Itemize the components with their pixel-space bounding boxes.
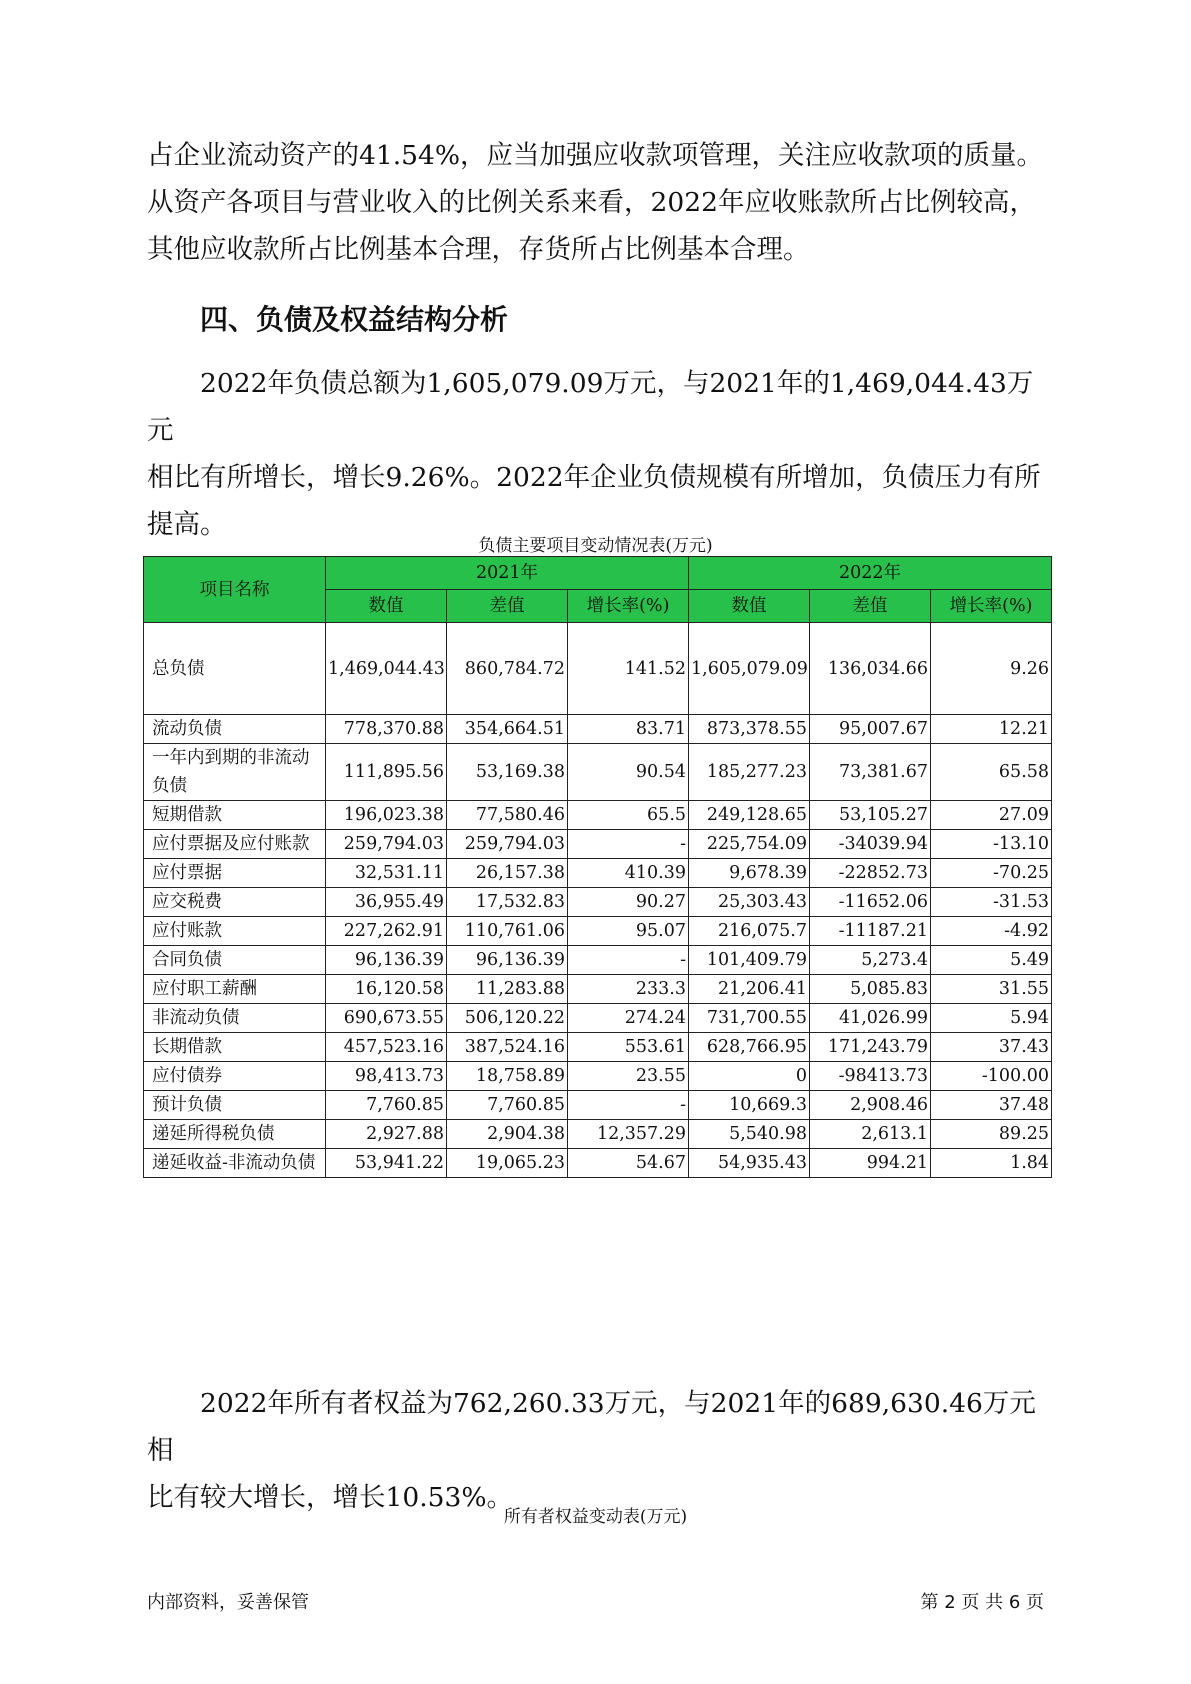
equity-line: 比有较大增长，增长10.53%。 [147,1482,514,1513]
table-cell: 5,540.98 [689,1120,810,1149]
table-cell: 16,120.58 [326,975,447,1004]
section-heading: 四、负债及权益结构分析 [200,303,509,336]
table-cell: -4.92 [931,917,1052,946]
table-cell: 0 [689,1062,810,1091]
table-cell: 111,895.56 [326,744,447,801]
table-cell: 731,700.55 [689,1004,810,1033]
table-cell: 1,605,079.09 [689,623,810,715]
table-cell: -22852.73 [810,859,931,888]
liability-paragraph [147,360,1047,548]
table-cell: 690,673.55 [326,1004,447,1033]
table-cell: 25,303.43 [689,888,810,917]
row-label: 应付账款 [144,917,326,946]
liability-table [143,556,1052,1178]
header-col: 数值 [689,590,810,623]
table-cell: 5,273.4 [810,946,931,975]
table-cell: 141.52 [568,623,689,715]
header-year-2022: 2022年 [689,557,1052,590]
table-cell: 2,908.46 [810,1091,931,1120]
table-cell: 32,531.11 [326,859,447,888]
table-cell: 216,075.7 [689,917,810,946]
table-cell: -100.00 [931,1062,1052,1091]
table-row [144,1091,1052,1120]
liability-line: 相比有所增长，增长9.26%。2022年企业负债规模有所增加，负债压力有所 [147,462,1041,493]
table-row [144,623,1052,715]
header-col: 增长率(%) [931,590,1052,623]
table-row [144,830,1052,859]
table-cell: 37.43 [931,1033,1052,1062]
table-cell: 7,760.85 [447,1091,568,1120]
row-label: 长期借款 [144,1033,326,1062]
table-cell: 1.84 [931,1149,1052,1178]
table-cell: 21,206.41 [689,975,810,1004]
table-cell: 53,169.38 [447,744,568,801]
table-cell: 11,283.88 [447,975,568,1004]
table-cell: 259,794.03 [326,830,447,859]
table-row [144,1004,1052,1033]
liability-line: 提高。 [147,509,227,540]
table-cell: - [568,1091,689,1120]
table-cell: 95,007.67 [810,715,931,744]
table-cell: 410.39 [568,859,689,888]
table-cell: 225,754.09 [689,830,810,859]
table-cell: 54,935.43 [689,1149,810,1178]
page-number: 第 2 页 共 6 页 [920,1592,1044,1613]
row-label: 应付债券 [144,1062,326,1091]
table-cell: 136,034.66 [810,623,931,715]
table-cell: 249,128.65 [689,801,810,830]
row-label: 递延所得税负债 [144,1120,326,1149]
table-cell: 994.21 [810,1149,931,1178]
table-cell: 90.54 [568,744,689,801]
header-col: 差值 [447,590,568,623]
liability-table-caption: 负债主要项目变动情况表(万元) [478,536,713,556]
table-cell: 18,758.89 [447,1062,568,1091]
table-cell: 873,378.55 [689,715,810,744]
intro-line: 其他应收款所占比例基本合理，存货所占比例基本合理。 [147,234,810,265]
table-cell: 12.21 [931,715,1052,744]
table-cell: 26,157.38 [447,859,568,888]
table-cell: 19,065.23 [447,1149,568,1178]
header-col: 差值 [810,590,931,623]
table-cell: 185,277.23 [689,744,810,801]
table-cell: 7,760.85 [326,1091,447,1120]
table-cell: 5,085.83 [810,975,931,1004]
table-cell: 628,766.95 [689,1033,810,1062]
footer-note: 内部资料，妥善保管 [147,1592,309,1613]
table-row [144,1062,1052,1091]
table-row [144,801,1052,830]
table-row [144,1033,1052,1062]
liability-table-body [144,623,1052,1178]
table-cell: 96,136.39 [447,946,568,975]
table-cell: 171,243.79 [810,1033,931,1062]
table-row [144,744,1052,801]
table-cell: 553.61 [568,1033,689,1062]
table-cell: 5.49 [931,946,1052,975]
table-cell: 101,409.79 [689,946,810,975]
header-year-2021: 2021年 [326,557,689,590]
row-label: 总负债 [144,623,326,715]
table-cell: 10,669.3 [689,1091,810,1120]
table-cell: 31.55 [931,975,1052,1004]
table-cell: 457,523.16 [326,1033,447,1062]
row-label: 应付票据 [144,859,326,888]
table-cell: 37.48 [931,1091,1052,1120]
table-cell: 98,413.73 [326,1062,447,1091]
table-cell: -34039.94 [810,830,931,859]
equity-line: 2022年所有者权益为762,260.33万元，与2021年的689,630.46万元相 [147,1388,1036,1466]
table-row [144,715,1052,744]
table-cell: 41,026.99 [810,1004,931,1033]
table-cell: - [568,946,689,975]
table-cell: 2,613.1 [810,1120,931,1149]
table-cell: 274.24 [568,1004,689,1033]
row-label: 应付职工薪酬 [144,975,326,1004]
table-cell: 12,357.29 [568,1120,689,1149]
table-cell: 387,524.16 [447,1033,568,1062]
intro-line: 占企业流动资产的41.54%，应当加强应收款项管理，关注应收款项的质量。 [147,140,1044,171]
row-label: 一年内到期的非流动负债 [144,744,326,801]
row-label: 短期借款 [144,801,326,830]
table-cell: 27.09 [931,801,1052,830]
table-cell: 54.67 [568,1149,689,1178]
table-cell: 778,370.88 [326,715,447,744]
table-row [144,859,1052,888]
table-row [144,917,1052,946]
table-cell: 196,023.38 [326,801,447,830]
table-cell: - [568,830,689,859]
row-label: 应付票据及应付账款 [144,830,326,859]
table-cell: 90.27 [568,888,689,917]
table-cell: 83.71 [568,715,689,744]
header-item-name: 项目名称 [144,557,326,623]
table-cell: 9,678.39 [689,859,810,888]
header-col: 数值 [326,590,447,623]
table-cell: -11652.06 [810,888,931,917]
table-cell: 89.25 [931,1120,1052,1149]
table-cell: 9.26 [931,623,1052,715]
table-cell: 95.07 [568,917,689,946]
intro-paragraph [147,132,1047,273]
table-cell: 36,955.49 [326,888,447,917]
table-cell: -13.10 [931,830,1052,859]
table-cell: -70.25 [931,859,1052,888]
table-cell: 227,262.91 [326,917,447,946]
table-cell: 23.55 [568,1062,689,1091]
table-cell: 53,941.22 [326,1149,447,1178]
table-cell: 233.3 [568,975,689,1004]
table-row [144,946,1052,975]
table-cell: 65.5 [568,801,689,830]
row-label: 应交税费 [144,888,326,917]
table-cell: 1,469,044.43 [326,623,447,715]
row-label: 预计负债 [144,1091,326,1120]
table-cell: -31.53 [931,888,1052,917]
table-cell: 5.94 [931,1004,1052,1033]
row-label: 合同负债 [144,946,326,975]
row-label: 递延收益-非流动负债 [144,1149,326,1178]
table-row [144,1120,1052,1149]
liability-line: 2022年负债总额为1,605,079.09万元，与2021年的1,469,044.43万元 [147,368,1034,446]
table-cell: -11187.21 [810,917,931,946]
table-cell: 110,761.06 [447,917,568,946]
equity-paragraph [147,1380,1047,1521]
equity-table-caption: 所有者权益变动表(万元) [503,1507,688,1527]
table-cell: 53,105.27 [810,801,931,830]
table-cell: 2,904.38 [447,1120,568,1149]
row-label: 非流动负债 [144,1004,326,1033]
row-label: 流动负债 [144,715,326,744]
table-cell: 259,794.03 [447,830,568,859]
table-row [144,1149,1052,1178]
table-cell: 354,664.51 [447,715,568,744]
table-cell: 860,784.72 [447,623,568,715]
table-row [144,888,1052,917]
table-cell: 65.58 [931,744,1052,801]
table-cell: 96,136.39 [326,946,447,975]
table-cell: -98413.73 [810,1062,931,1091]
header-col: 增长率(%) [568,590,689,623]
table-cell: 506,120.22 [447,1004,568,1033]
table-row [144,975,1052,1004]
table-cell: 73,381.67 [810,744,931,801]
table-cell: 2,927.88 [326,1120,447,1149]
intro-line: 从资产各项目与营业收入的比例关系来看，2022年应收账款所占比例较高， [147,187,1036,218]
table-cell: 17,532.83 [447,888,568,917]
table-cell: 77,580.46 [447,801,568,830]
